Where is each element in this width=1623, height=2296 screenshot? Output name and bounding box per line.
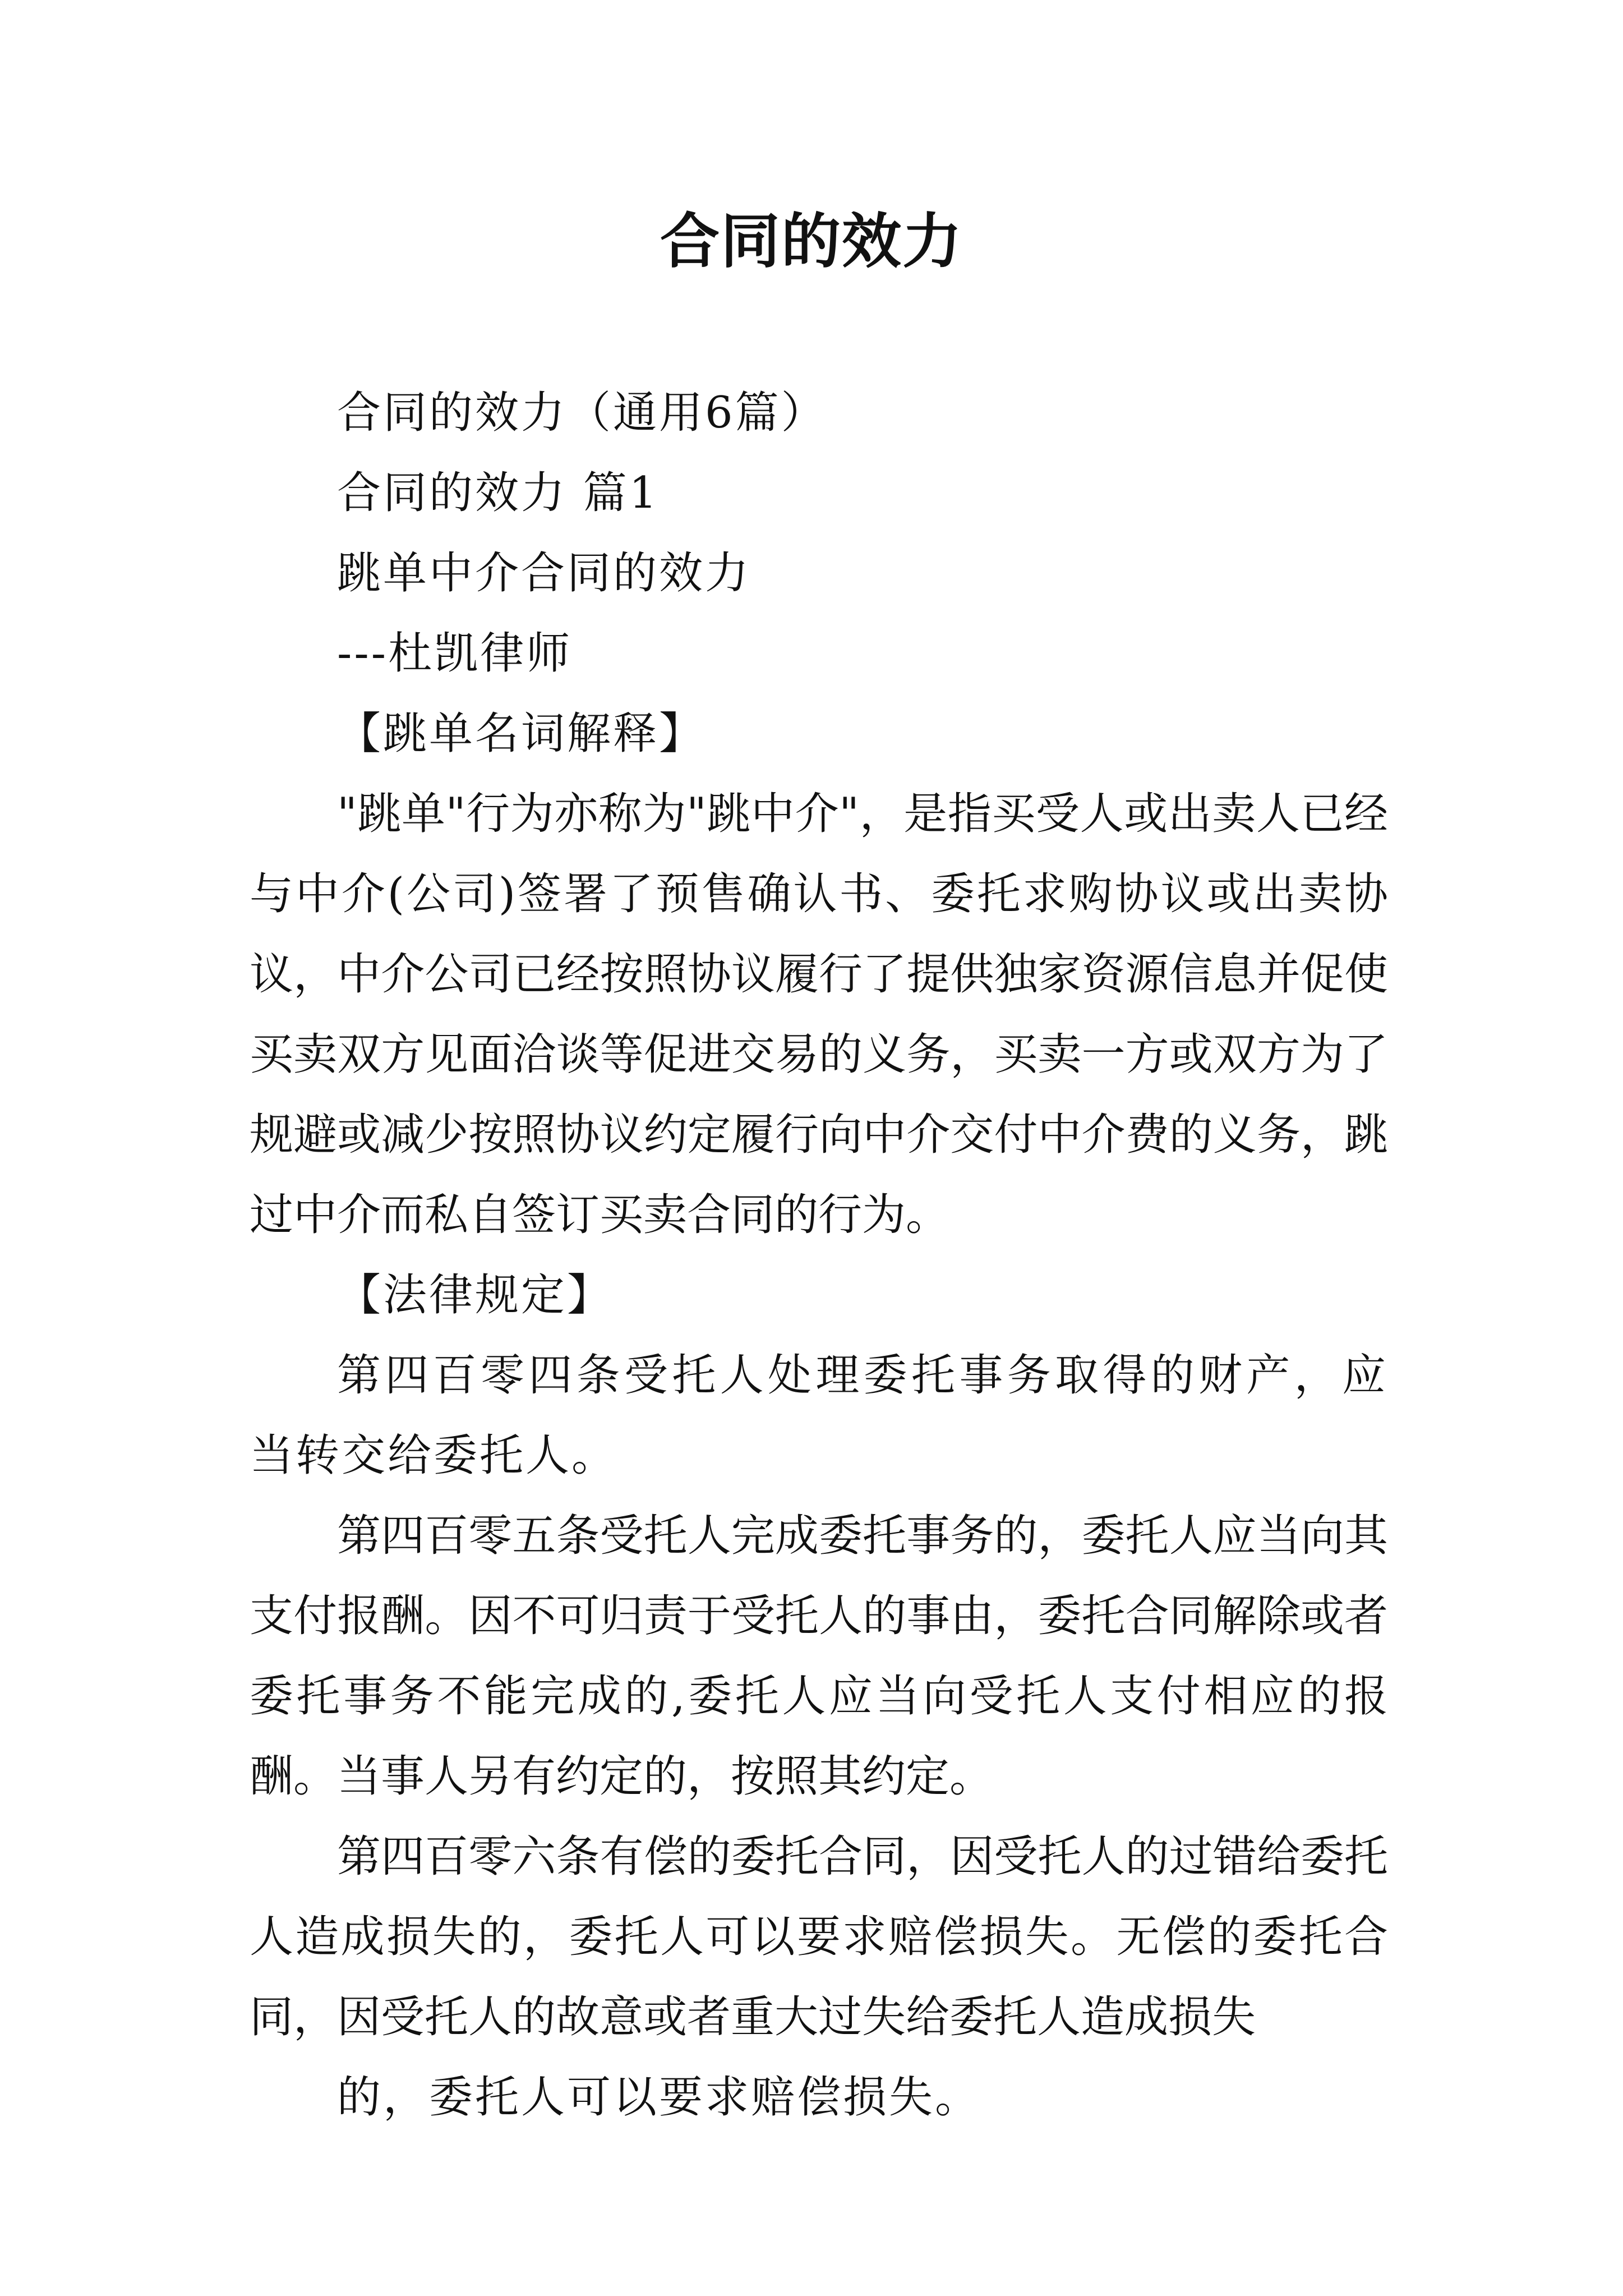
paragraph-section-term-explanation: 【跳单名词解释】 xyxy=(337,708,706,759)
paragraph-subtitle: 合同的效力（通用6篇） xyxy=(337,388,827,438)
paragraph-author: ---杜凯律师 xyxy=(337,628,573,679)
paragraph-term-definition: "跳单"行为亦称为"跳中介"，是指买受人或出卖人已经与中介(公司)签署了预售确认书、委托求购协议或出卖协议，中介公司已经按照协议履行了提供独家资源信息并促使买卖双方见面洽谈等促进交易的义务，买卖一方或双方为了规避或减少按照协议约定履行向中介交付中介费的义务，跳过中介而私自签订买卖合同的行为。 xyxy=(250,789,1388,1240)
paragraph-article-title: 跳单中介合同的效力 xyxy=(337,548,751,599)
document-title: 合同的效力 xyxy=(660,206,963,276)
paragraph-article-404: 第四百零四条受托人处理委托事务取得的财产，应当转交给委托人。 xyxy=(250,1350,1388,1481)
paragraph-article-heading: 合同的效力 篇1 xyxy=(337,468,660,518)
document-body xyxy=(250,373,1388,2138)
paragraph-article-406: 第四百零六条有偿的委托合同，因受托人的过错给委托人造成损失的，委托人可以要求赔偿损失。无偿的委托合同，因受托人的故意或者重大过失给委托人造成损失 xyxy=(250,1832,1388,2042)
paragraph-article-406-continued: 的，委托人可以要求赔偿损失。 xyxy=(337,2072,981,2123)
paragraph-article-405: 第四百零五条受托人完成委托事务的，委托人应当向其支付报酬。因不可归责于受托人的事由，委托合同解除或者委托事务不能完成的,委托人应当向受托人支付相应的报酬。当事人另有约定的，按照其约定。 xyxy=(250,1511,1388,1802)
paragraph-section-legal-provisions: 【法律规定】 xyxy=(337,1270,614,1320)
